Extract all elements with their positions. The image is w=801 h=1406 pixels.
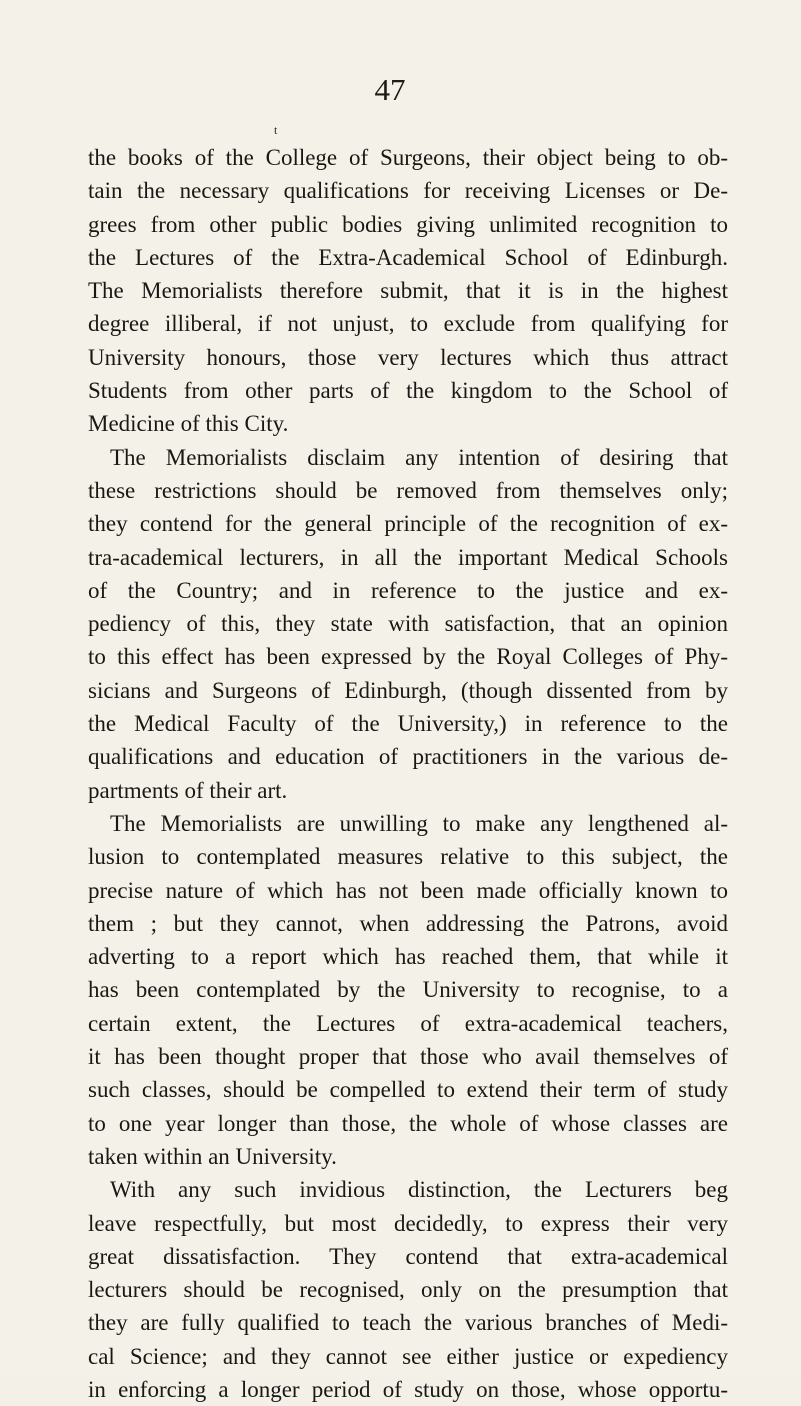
text-line: of the Country; and in reference to the justice and ex- — [88, 577, 728, 603]
text-line: these restrictions should be removed from themselves only; — [88, 477, 728, 503]
text-line: The Memorialists disclaim any intention of desiring that — [110, 444, 728, 470]
text-line: taken within an University. — [88, 1143, 337, 1169]
text-line: the Lectures of the Extra-Academical School of Edinburgh. — [88, 244, 728, 270]
text-line: leave respectfully, but most decidedly, to express their very — [88, 1210, 728, 1236]
text-line: to one year longer than those, the whole of whose classes are — [88, 1110, 728, 1136]
text-line: tra-academical lecturers, in all the important Medical Schools — [88, 544, 728, 570]
printer-mark: t — [274, 123, 278, 137]
text-line: grees from other public bodies giving unlimited recognition to — [88, 211, 728, 237]
text-line: With any such invidious distinction, the Lecturers beg — [110, 1177, 728, 1203]
text-line: precise nature of which has not been made officially known to — [88, 877, 728, 903]
text-line: Medicine of this City. — [88, 411, 289, 437]
text-line: adverting to a report which has reached them, that while it — [88, 944, 728, 970]
text-line: they contend for the general principle of the recognition of ex- — [88, 511, 728, 537]
body-text — [88, 141, 728, 1406]
text-line: lecturers should be recognised, only on the presumption that — [88, 1277, 728, 1303]
text-line: they are fully qualified to teach the various branches of Medi- — [88, 1310, 728, 1336]
text-line: certain extent, the Lectures of extra-academical teachers, — [88, 1010, 728, 1036]
text-line: University honours, those very lectures which thus attract — [88, 344, 728, 370]
text-line: sicians and Surgeons of Edinburgh, (though dissented from by — [88, 677, 728, 703]
text-line: cal Science; and they cannot see either justice or expediency — [88, 1343, 728, 1369]
text-line: tain the necessary qualifications for receiving Licenses or De- — [88, 178, 728, 204]
text-line: the books of the College of Surgeons, their object being to ob- — [88, 145, 728, 170]
text-line: Students from other parts of the kingdom to the School of — [88, 378, 728, 404]
text-line: The Memorialists therefore submit, that it is in the highest — [88, 278, 728, 304]
text-line: in enforcing a longer period of study on those, whose opportu- — [88, 1376, 728, 1402]
text-line: partments of their art. — [88, 777, 288, 803]
text-line: such classes, should be compelled to extend their term of study — [88, 1077, 728, 1103]
text-line: degree illiberal, if not unjust, to exclude from qualifying for — [88, 311, 728, 337]
text-line: it has been thought proper that those who avail themselves of — [88, 1044, 728, 1070]
text-line: lusion to contemplated measures relative to this subject, the — [88, 844, 728, 870]
text-line: qualifications and education of practitioners in the various de- — [88, 744, 728, 770]
text-line: has been contemplated by the University to recognise, to a — [88, 977, 728, 1003]
text-line: great dissatisfaction. They contend that extra-academical — [88, 1243, 728, 1269]
text-line: The Memorialists are unwilling to make any lengthened al- — [110, 810, 728, 836]
text-line: to this effect has been expressed by the Royal Colleges of Phy- — [88, 644, 728, 670]
text-line: the Medical Faculty of the University,) in reference to the — [88, 711, 728, 737]
page-number: 47 — [374, 72, 406, 107]
text-line: pediency of this, they state with satisfaction, that an opinion — [88, 611, 728, 637]
text-line: them ; but they cannot, when addressing the Patrons, avoid — [88, 910, 728, 936]
